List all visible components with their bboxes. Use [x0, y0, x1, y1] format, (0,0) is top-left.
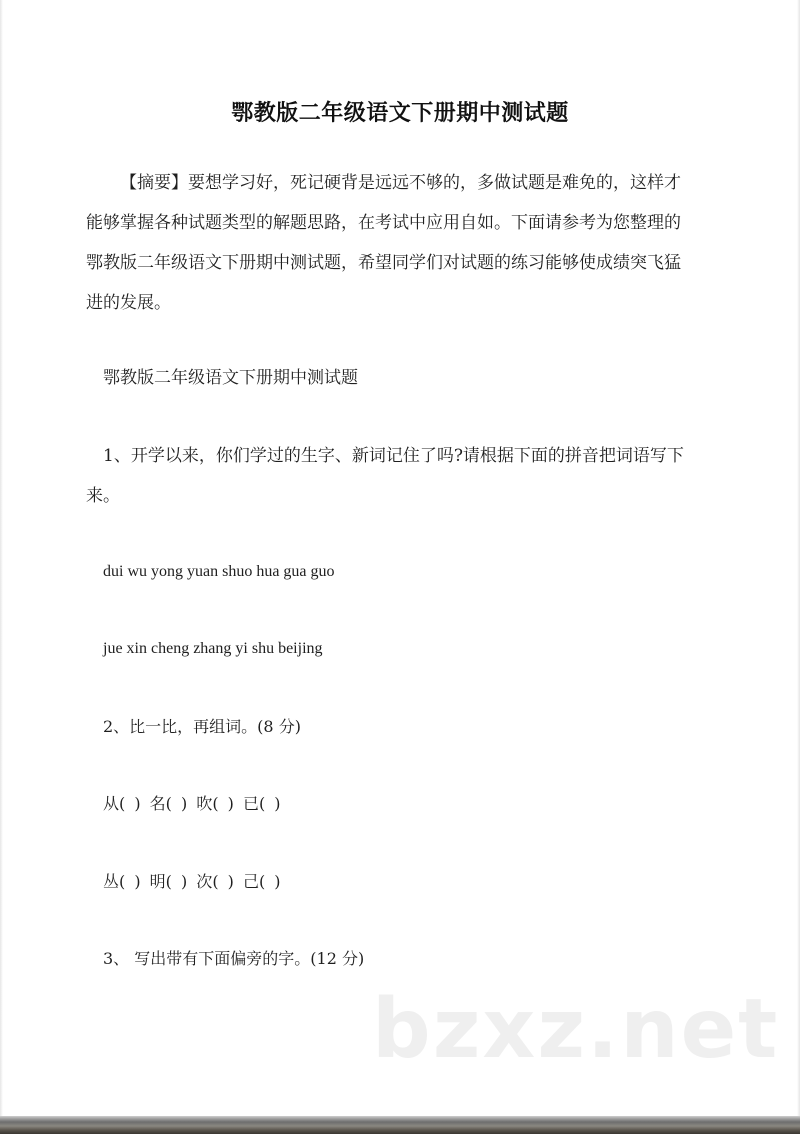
- question-3: 3、 写出带有下面偏旁的字。(12 分): [103, 949, 365, 968]
- question-2: 2、比一比，再组词。(8 分): [103, 717, 301, 736]
- pinyin-line-1: dui wu yong yuan shuo hua gua guo: [103, 563, 335, 580]
- section-subheading: 鄂教版二年级语文下册期中测试题: [103, 368, 358, 388]
- question-1: 1、开学以来，你们学过的生字、新词记住了吗?请根据下面的拼音把词语写下来。: [86, 446, 684, 506]
- page-left-edge: [0, 0, 3, 1116]
- document-title: 鄂教版二年级语文下册期中测试题: [231, 101, 569, 126]
- pinyin-line-2: jue xin cheng zhang yi shu beijing: [103, 640, 323, 657]
- page-bottom-edge: [0, 1116, 800, 1134]
- site-watermark: bzxz.net: [372, 982, 780, 1077]
- abstract-paragraph: 【摘要】要想学习好，死记硬背是远远不够的，多做试题是难免的，这样才能够掌握各种试题类型的解题思路，在考试中应用自如。下面请参考为您整理的鄂教版二年级语文下册期中测试题，希望同学们对试题的练习能够使成绩突飞猛进的发展。: [86, 173, 681, 313]
- compare-row-2: 丛( ) 明( ) 次( ) 己( ): [103, 872, 281, 891]
- compare-row-1: 从( ) 名( ) 吹( ) 已( ): [103, 794, 281, 813]
